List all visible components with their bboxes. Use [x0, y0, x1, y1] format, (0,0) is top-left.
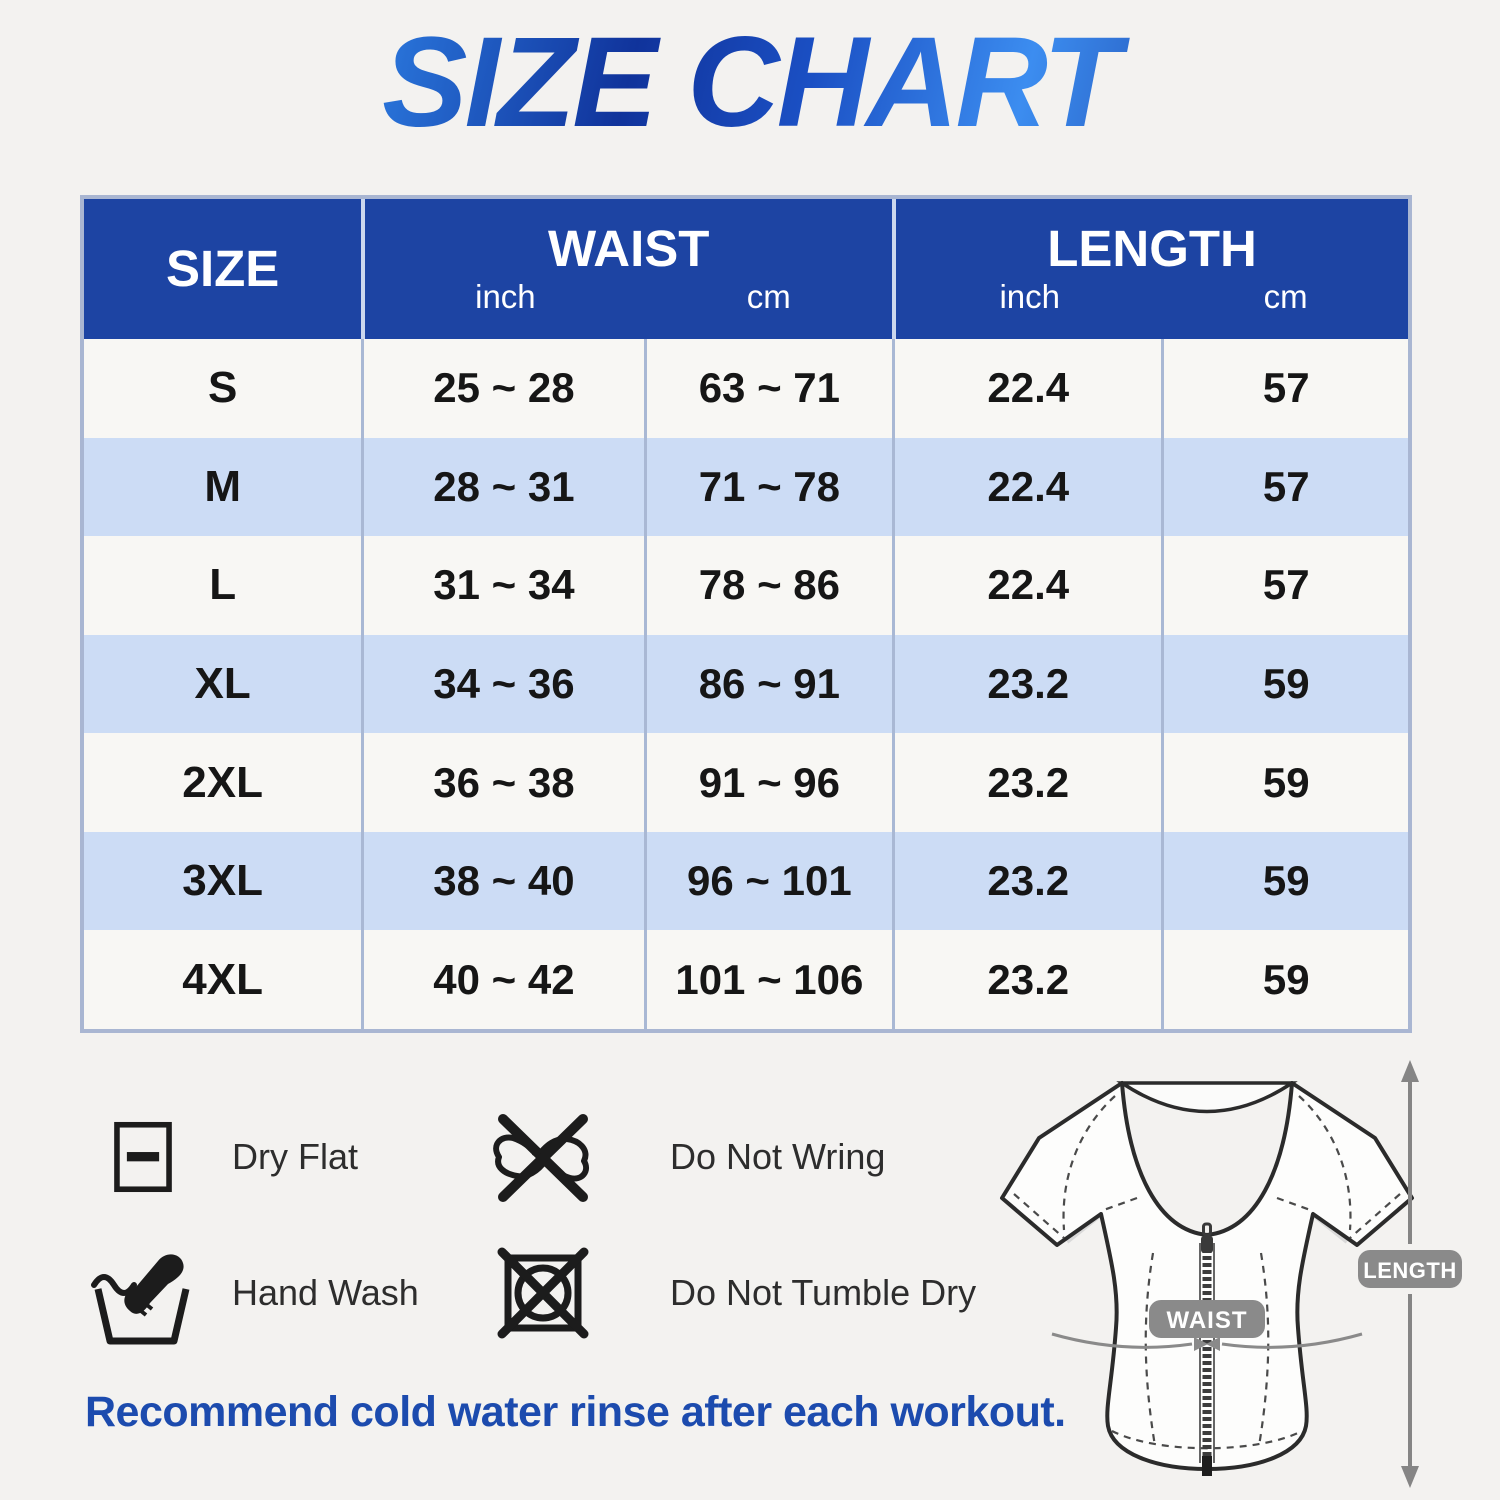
table-row [84, 733, 1408, 832]
cell-waist-cm: 91 ~ 96 [644, 733, 893, 832]
size-table-body [84, 339, 1408, 1029]
cell-waist-cm: 96 ~ 101 [644, 832, 893, 931]
table-row [84, 832, 1408, 931]
length-badge-label: LENGTH [1363, 1258, 1457, 1283]
cell-waist-inch: 40 ~ 42 [361, 930, 643, 1029]
waist-badge [1149, 1300, 1265, 1338]
cell-length-inch: 23.2 [892, 733, 1161, 832]
cell-length-cm: 57 [1161, 536, 1408, 635]
cell-size: 3XL [182, 856, 263, 906]
care-label: Dry Flat [232, 1136, 358, 1177]
cell-length-inch: 22.4 [892, 339, 1161, 438]
dry-flat-icon [88, 1119, 198, 1195]
cell-length-cm: 59 [1161, 635, 1408, 734]
table-header [84, 199, 1408, 339]
header-cell-waist [361, 199, 892, 339]
do-not-wring-icon [488, 1111, 598, 1203]
hand-wash-icon [88, 1241, 198, 1345]
length-unit-cm: cm [1263, 277, 1308, 315]
cell-waist-cm: 63 ~ 71 [644, 339, 893, 438]
care-label: Hand Wash [232, 1272, 419, 1313]
cell-length-cm: 59 [1161, 733, 1408, 832]
cell-size: 2XL [182, 757, 263, 807]
waist-badge-label: WAIST [1166, 1307, 1248, 1334]
cell-waist-cm: 101 ~ 106 [644, 930, 893, 1029]
cell-size: L [209, 560, 237, 610]
length-badge [1358, 1250, 1462, 1288]
cell-size: XL [194, 659, 251, 709]
header-size-label: SIZE [165, 240, 280, 298]
footnote: Recommend cold water rinse after each workout. [85, 1388, 1066, 1436]
cell-length-cm: 57 [1161, 339, 1408, 438]
cell-size: 4XL [182, 954, 263, 1004]
cell-waist-inch: 38 ~ 40 [361, 832, 643, 931]
cell-waist-inch: 28 ~ 31 [361, 438, 643, 537]
cell-length-cm: 59 [1161, 930, 1408, 1029]
table-row [84, 339, 1408, 438]
cell-waist-inch: 36 ~ 38 [361, 733, 643, 832]
waist-unit-inch: inch [475, 277, 536, 315]
cell-waist-cm: 78 ~ 86 [644, 536, 893, 635]
page-title: SIZE CHART [0, 16, 1500, 150]
size-table [80, 195, 1412, 1033]
cell-size: S [207, 363, 238, 413]
cell-length-inch: 23.2 [892, 930, 1161, 1029]
cell-waist-inch: 25 ~ 28 [361, 339, 643, 438]
cell-length-cm: 59 [1161, 832, 1408, 931]
cell-waist-cm: 86 ~ 91 [644, 635, 893, 734]
header-cell-size [84, 199, 361, 339]
care-item-dry-flat [88, 1102, 358, 1212]
garment-diagram [952, 1048, 1487, 1496]
cell-length-inch: 22.4 [892, 536, 1161, 635]
cell-waist-inch: 34 ~ 36 [361, 635, 643, 734]
length-unit-inch: inch [999, 277, 1061, 315]
cell-waist-cm: 71 ~ 78 [644, 438, 893, 537]
care-label: Do Not Wring [670, 1136, 886, 1177]
care-item-hand-wash [88, 1238, 419, 1348]
table-row [84, 930, 1408, 1029]
cell-length-inch: 22.4 [892, 438, 1161, 537]
cell-length-inch: 23.2 [892, 635, 1161, 734]
table-row [84, 635, 1408, 734]
table-row [84, 438, 1408, 537]
cell-waist-inch: 31 ~ 34 [361, 536, 643, 635]
cell-length-inch: 23.2 [892, 832, 1161, 931]
header-cell-length [892, 199, 1408, 339]
cell-length-cm: 57 [1161, 438, 1408, 537]
do-not-tumble-dry-icon [488, 1243, 598, 1343]
waist-unit-cm: cm [746, 277, 791, 315]
care-item-do-not-wring [488, 1102, 885, 1212]
care-item-do-not-tumble-dry [488, 1238, 976, 1348]
cell-size: M [204, 461, 241, 511]
care-label: Do Not Tumble Dry [670, 1272, 977, 1313]
table-row [84, 536, 1408, 635]
header-length-label: LENGTH [1047, 220, 1257, 278]
header-waist-label: WAIST [547, 220, 710, 278]
